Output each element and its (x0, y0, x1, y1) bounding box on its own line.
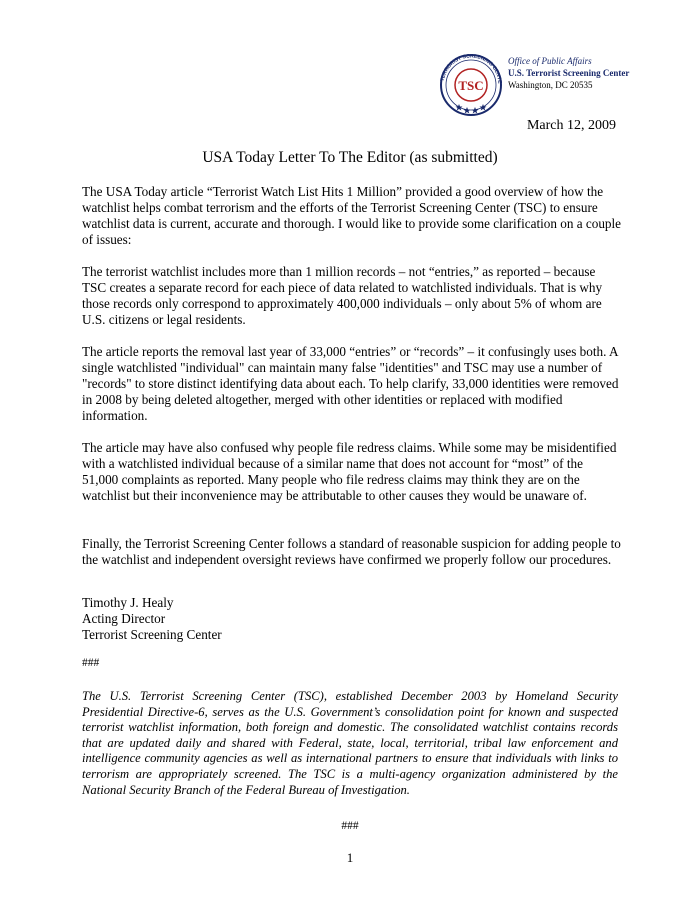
body-paragraph (82, 344, 622, 424)
paragraph-text: The article may have also confused why people file redress claims. While some may be misidentified with a watchlisted individual because of a similar name that does not account for “most” of the 51,000 complaints as reported. Many people who file redress claims may think they are on the watchlist but their inconvenience may be attributable to other causes they would be unaware of. (82, 440, 617, 503)
signature-block (82, 595, 222, 643)
signer-org: Terrorist Screening Center (82, 627, 222, 642)
svg-text:TSC: TSC (458, 78, 484, 93)
letter-title: USA Today Letter To The Editor (as submitted) (202, 149, 498, 166)
body-paragraph (82, 184, 622, 248)
paragraph-text: The terrorist watchlist includes more than 1 million records – not “entries,” as reported – because TSC creates a separate record for each piece of data related to watchlisted individuals. That is why those records only correspond to approximately 400,000 individuals – only about 5% of whom are U.S. citizens or legal residents. (82, 264, 603, 327)
paragraph-text: The article reports the removal last year of 33,000 “entries” or “records” – it confusingly uses both. A single watchlisted "individual" can maintain many false "identities" and TSC may use a number of "records" to store distinct identifying data about each. To help clarify, 33,000 identities were removed in 2008 by being deleted altogether, merged with other identities or replaced with modified information. (82, 344, 619, 423)
center-location: Washington, DC 20535 (508, 80, 593, 90)
separator-marks: ### (82, 657, 100, 669)
signer-role: Acting Director (82, 611, 166, 626)
body-paragraph (82, 536, 622, 568)
svg-text:TERRORIST SCREENING CENTER: TERRORIST SCREENING CENTE (440, 54, 502, 84)
end-marks: ### (341, 820, 359, 832)
center-name: U.S. Terrorist Screening Center (508, 68, 630, 78)
paragraph-text: Finally, the Terrorist Screening Center follows a standard of reasonable suspicion for adding people to the watchlist and independent oversight reviews have confirmed we properly follow our procedures. (82, 536, 621, 567)
letterhead-address (508, 55, 629, 91)
page-number: 1 (346, 850, 354, 865)
body-paragraph (82, 440, 622, 504)
tsc-seal-icon (440, 54, 502, 116)
letter-date: March 12, 2009 (526, 118, 616, 133)
paragraph-text: The USA Today article “Terrorist Watch List Hits 1 Million” provided a good overview of how the watchlist helps combat terrorism and the efforts of the Terrorist Screening Center (TSC) to ensure watchlist data is current, accurate and thorough. I would like to provide some clarification on a couple of issues: (82, 184, 622, 247)
signer-name: Timothy J. Healy (82, 595, 174, 610)
office-name: Office of Public Affairs (508, 56, 592, 66)
about-tsc-paragraph: The U.S. Terrorist Screening Center (TSC), established December 2003 by Homeland Security Presidential Directive-6, serves as the U.S. Government’s consolidation point for known and suspected terrorist watchlist information, both foreign and domestic. The consolidated watchlist contains records that are updated daily and shared with Federal, state, local, territorial, tribal law enforcement and intelligence community agencies as well as international partners to ensure that individuals with links to terrorism are appropriately screened. The TSC is a multi-agency organization administered by the National Security Branch of the Federal Bureau of Investigation. (82, 689, 618, 797)
body-paragraph (82, 264, 622, 328)
